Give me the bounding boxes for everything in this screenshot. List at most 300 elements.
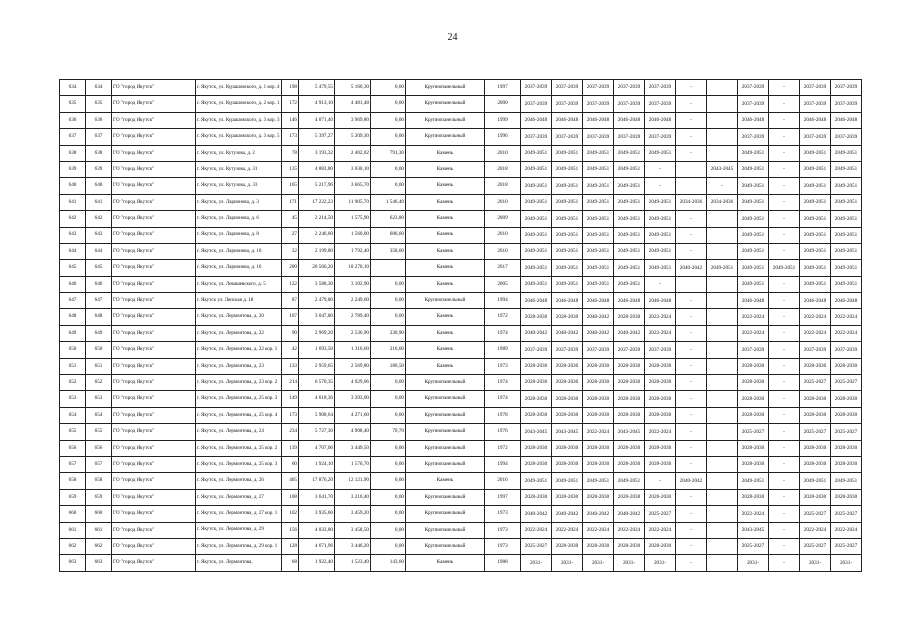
apartments-cell: 149 bbox=[282, 391, 299, 407]
repair-period-cell-y5: 2049-2051 bbox=[645, 260, 676, 276]
repair-period-cell-y1: 2049-2051 bbox=[521, 211, 552, 227]
table-row bbox=[60, 407, 862, 423]
repair-period-cell-y10: 2028-2030 bbox=[800, 391, 831, 407]
repair-period-cell-y9: - bbox=[769, 211, 800, 227]
repair-period-cell-y6: - bbox=[676, 227, 707, 243]
apartments-cell: 171 bbox=[282, 194, 299, 210]
wall-material-cell: Крупнопанельный bbox=[406, 375, 485, 391]
table-row bbox=[60, 375, 862, 391]
table-row bbox=[60, 96, 862, 112]
repair-period-cell-y5: 2022-2024 bbox=[645, 309, 676, 325]
repair-period-cell-y4: 2028-2030 bbox=[614, 375, 645, 391]
repair-period-cell-y9: - bbox=[769, 178, 800, 194]
municipality-cell: ГО "город Якутск" bbox=[112, 424, 196, 440]
table-row bbox=[60, 243, 862, 259]
repair-period-cell-y4: 2049-2051 bbox=[614, 276, 645, 292]
nonliving-area-cell: 0,00 bbox=[371, 80, 406, 96]
table-row bbox=[60, 424, 862, 440]
repair-period-cell-y2: 2022-2024 bbox=[552, 522, 583, 538]
repair-period-cell-y7 bbox=[707, 440, 738, 456]
nonliving-area-cell: 0,00 bbox=[371, 407, 406, 423]
wall-material-cell: Крупнопанельный bbox=[406, 440, 485, 456]
nonliving-area-cell: 0,00 bbox=[371, 473, 406, 489]
wall-material-cell: Камень bbox=[406, 358, 485, 374]
repair-period-cell-y3: 2049-2051 bbox=[583, 227, 614, 243]
wall-material-cell: Крупнопанельный bbox=[406, 96, 485, 112]
repair-period-cell-y3: 2028-2030 bbox=[583, 407, 614, 423]
address-cell: г. Якутск, ул. Лермонтова, bbox=[196, 555, 282, 571]
row-index-cell: 647 bbox=[86, 293, 112, 309]
build-year-cell: 1973 bbox=[485, 522, 521, 538]
total-area-cell: 4 033,80 bbox=[299, 522, 335, 538]
build-year-cell: 2009 bbox=[485, 211, 521, 227]
row-number-cell: 639 bbox=[60, 161, 86, 177]
living-area-cell: 3 458,50 bbox=[335, 522, 371, 538]
build-year-cell: 1974 bbox=[485, 325, 521, 341]
table-row bbox=[60, 325, 862, 341]
municipality-cell: ГО "город Якутск" bbox=[112, 555, 196, 571]
address-cell: г. Якутск, ул. Лермонтова, д. 22 кор. 1 bbox=[196, 342, 282, 358]
total-area-cell: 4 707,06 bbox=[299, 440, 335, 456]
repair-period-cell-y10: 2028-2030 bbox=[800, 489, 831, 505]
repair-period-cell-y1: 2028-2030 bbox=[521, 391, 552, 407]
repair-period-cell-y3: 2022-2024 bbox=[583, 424, 614, 440]
repair-period-cell-y7 bbox=[707, 342, 738, 358]
repair-period-cell-y8: 2049-2051 bbox=[738, 260, 769, 276]
municipality-cell: ГО "город Якутск" bbox=[112, 178, 196, 194]
wall-material-cell: Камень bbox=[406, 194, 485, 210]
build-year-cell: 2000 bbox=[485, 96, 521, 112]
repair-period-cell-y2: 2037-2039 bbox=[552, 342, 583, 358]
apartments-cell: 107 bbox=[282, 309, 299, 325]
address-cell: г. Якутск, ул. Лермонтова, д. 29 кор. 1 bbox=[196, 538, 282, 554]
repair-period-cell-y7 bbox=[707, 538, 738, 554]
municipality-cell: ГО "город Якутск" bbox=[112, 243, 196, 259]
living-area-cell: 12 121,90 bbox=[335, 473, 371, 489]
repair-period-cell-y6: - bbox=[676, 391, 707, 407]
repair-period-cell-y8: 2022-2024 bbox=[738, 506, 769, 522]
repair-period-cell-y2: 2049-2051 bbox=[552, 161, 583, 177]
apartments-cell: 173 bbox=[282, 407, 299, 423]
municipality-cell: ГО "город Якутск" bbox=[112, 80, 196, 96]
repair-period-cell-y6: - bbox=[676, 506, 707, 522]
table-row bbox=[60, 276, 862, 292]
repair-period-cell-y2: 2028-2030 bbox=[552, 309, 583, 325]
row-index-cell: 657 bbox=[86, 456, 112, 472]
address-cell: г. Якутск, ул. Кутузова, д. 31 bbox=[196, 161, 282, 177]
repair-period-cell-y7 bbox=[707, 522, 738, 538]
repair-period-cell-y3: 2049-2051 bbox=[583, 145, 614, 161]
address-cell: г. Якутск, ул. Курашовского, д. 1 кор. 4 bbox=[196, 80, 282, 96]
row-index-cell: 654 bbox=[86, 407, 112, 423]
repair-period-cell-y3: 2028-2030 bbox=[583, 440, 614, 456]
row-number-cell: 658 bbox=[60, 473, 86, 489]
repair-period-cell-y5: - bbox=[645, 161, 676, 177]
repair-period-cell-y10: 2049-2051 bbox=[800, 145, 831, 161]
row-number-cell: 661 bbox=[60, 522, 86, 538]
repair-period-cell-y4: 2028-2030 bbox=[614, 440, 645, 456]
nonliving-area-cell: 70,70 bbox=[371, 424, 406, 440]
repair-period-cell-y10: 2049-2051 bbox=[800, 260, 831, 276]
wall-material-cell: Крупнопанельный bbox=[406, 391, 485, 407]
build-year-cell: 2018 bbox=[485, 161, 521, 177]
municipality-cell: ГО "город Якутск" bbox=[112, 129, 196, 145]
address-cell: г. Якутск, ул. Лермонтова, д. 20 bbox=[196, 309, 282, 325]
repair-period-cell-y7 bbox=[707, 243, 738, 259]
nonliving-area-cell: 0,00 bbox=[371, 129, 406, 145]
repair-period-cell-y2: 2028-2030 bbox=[552, 407, 583, 423]
municipality-cell: ГО "город Якутск" bbox=[112, 456, 196, 472]
municipality-cell: ГО "город Якутск" bbox=[112, 342, 196, 358]
repair-period-cell-y7 bbox=[707, 391, 738, 407]
living-area-cell: 1 523,40 bbox=[335, 555, 371, 571]
living-area-cell: 3 459,20 bbox=[335, 506, 371, 522]
build-year-cell: 1974 bbox=[485, 391, 521, 407]
municipality-cell: ГО "город Якутск" bbox=[112, 227, 196, 243]
municipality-cell: ГО "город Якутск" bbox=[112, 489, 196, 505]
repair-period-cell-y9: - bbox=[769, 161, 800, 177]
row-index-cell: 635 bbox=[86, 96, 112, 112]
address-cell: г. Якутск, ул. Кутузова, д. 2 bbox=[196, 145, 282, 161]
repair-period-cell-y3: 2049-2051 bbox=[583, 161, 614, 177]
row-number-cell: 648 bbox=[60, 309, 86, 325]
build-year-cell: 2005 bbox=[485, 276, 521, 292]
total-area-cell: 17 876,20 bbox=[299, 473, 335, 489]
total-area-cell: 2 214,50 bbox=[299, 211, 335, 227]
repair-period-cell-y9: - bbox=[769, 276, 800, 292]
address-cell: г. Якутск, ул. Ларионова, д. 10 bbox=[196, 243, 282, 259]
repair-period-cell-y10: 2049-2051 bbox=[800, 178, 831, 194]
wall-material-cell: Камень bbox=[406, 227, 485, 243]
table-row bbox=[60, 456, 862, 472]
repair-period-cell-y9: - bbox=[769, 375, 800, 391]
repair-period-cell-y2: 2040-2042 bbox=[552, 506, 583, 522]
repair-period-cell-y1: 2046-2048 bbox=[521, 293, 552, 309]
repair-period-cell-y4: 2049-2051 bbox=[614, 243, 645, 259]
address-cell: г. Якутск ул. Ленская д. 18 bbox=[196, 293, 282, 309]
repair-period-cell-y5: 2028-2030 bbox=[645, 456, 676, 472]
row-index-cell: 659 bbox=[86, 489, 112, 505]
living-area-cell: 4 929,06 bbox=[335, 375, 371, 391]
repair-period-cell-y7 bbox=[707, 489, 738, 505]
repair-period-cell-y3: 2028-2030 bbox=[583, 375, 614, 391]
repair-period-cell-y9: - bbox=[769, 342, 800, 358]
repair-period-cell-y4: 2049-2051 bbox=[614, 194, 645, 210]
repair-period-cell-y7: - bbox=[707, 178, 738, 194]
repair-period-cell-y1: 2049-2051 bbox=[521, 161, 552, 177]
apartments-cell: 27 bbox=[282, 227, 299, 243]
municipality-cell: ГО "город Якутск" bbox=[112, 391, 196, 407]
repair-period-cell-y9: - bbox=[769, 456, 800, 472]
repair-period-cell-y1: 2037-2039 bbox=[521, 129, 552, 145]
repair-period-cell-y3: 2040-2042 bbox=[583, 309, 614, 325]
repair-period-cell-y5: - bbox=[645, 473, 676, 489]
municipality-cell: ГО "город Якутск" bbox=[112, 260, 196, 276]
row-index-cell: 662 bbox=[86, 538, 112, 554]
table-row bbox=[60, 178, 862, 194]
repair-period-cell-y9: - bbox=[769, 489, 800, 505]
total-area-cell: 4 071,40 bbox=[299, 112, 335, 128]
repair-period-cell-y6 bbox=[676, 178, 707, 194]
build-year-cell: 1973 bbox=[485, 538, 521, 554]
repair-period-cell-y11: 2025-2027 bbox=[831, 375, 862, 391]
municipality-cell: ГО "город Якутск" bbox=[112, 194, 196, 210]
repair-period-cell-y2: 2031- bbox=[552, 555, 583, 571]
table-row bbox=[60, 555, 862, 571]
repair-period-cell-y1: 2028-2030 bbox=[521, 358, 552, 374]
build-year-cell: 2010 bbox=[485, 243, 521, 259]
row-number-cell: 642 bbox=[60, 211, 86, 227]
municipality-cell: ГО "город Якутск" bbox=[112, 506, 196, 522]
repair-period-cell-y10: 2028-2030 bbox=[800, 407, 831, 423]
repair-period-cell-y7 bbox=[707, 424, 738, 440]
build-year-cell: 1972 bbox=[485, 440, 521, 456]
apartments-cell: 165 bbox=[282, 178, 299, 194]
repair-period-cell-y6: - bbox=[676, 80, 707, 96]
address-cell: г. Якутск, ул. Лермонтова, д. 25 кор. 4 bbox=[196, 407, 282, 423]
repair-period-cell-y8: 2049-2051 bbox=[738, 243, 769, 259]
repair-period-cell-y5: 2049-2051 bbox=[645, 227, 676, 243]
repair-period-cell-y2: 2040-2042 bbox=[552, 325, 583, 341]
repair-period-cell-y6: - bbox=[676, 112, 707, 128]
repair-period-cell-y6: - bbox=[676, 358, 707, 374]
total-area-cell: 2 959,65 bbox=[299, 358, 335, 374]
apartments-cell: 135 bbox=[282, 161, 299, 177]
repair-period-cell-y1: 2028-2030 bbox=[521, 375, 552, 391]
repair-period-cell-y4: 2046-2048 bbox=[614, 112, 645, 128]
repair-period-cell-y11: 2049-2051 bbox=[831, 211, 862, 227]
nonliving-area-cell: 0,00 bbox=[371, 276, 406, 292]
repair-period-cell-y9: - bbox=[769, 391, 800, 407]
repair-period-cell-y1: 2049-2051 bbox=[521, 243, 552, 259]
repair-period-cell-y6: - bbox=[676, 293, 707, 309]
repair-period-cell-y3: 2040-2042 bbox=[583, 325, 614, 341]
repair-period-cell-y8: 2025-2027 bbox=[738, 538, 769, 554]
repair-period-cell-y3: 2037-2039 bbox=[583, 96, 614, 112]
table-row bbox=[60, 260, 862, 276]
wall-material-cell: Камень bbox=[406, 473, 485, 489]
total-area-cell: 4 913,10 bbox=[299, 96, 335, 112]
address-cell: г. Якутск, ул. Лермонтова, д. 25 кор. 3 bbox=[196, 391, 282, 407]
nonliving-area-cell: 358,60 bbox=[371, 243, 406, 259]
repair-period-cell-y8: 2022-2024 bbox=[738, 325, 769, 341]
repair-period-cell-y7 bbox=[707, 456, 738, 472]
repair-period-cell-y4: 2049-2051 bbox=[614, 178, 645, 194]
wall-material-cell: Крупнопанельный bbox=[406, 522, 485, 538]
repair-period-cell-y3: 2028-2030 bbox=[583, 538, 614, 554]
repair-period-cell-y4: 2028-2030 bbox=[614, 489, 645, 505]
living-area-cell: 5 209,30 bbox=[335, 129, 371, 145]
repair-period-cell-y2: 2037-2039 bbox=[552, 80, 583, 96]
repair-period-cell-y3: 2031- bbox=[583, 555, 614, 571]
nonliving-area-cell: 623,80 bbox=[371, 211, 406, 227]
living-area-cell: 3 216,40 bbox=[335, 489, 371, 505]
repair-period-cell-y9: - bbox=[769, 194, 800, 210]
repair-period-cell-y2: 2046-2048 bbox=[552, 293, 583, 309]
municipality-cell: ГО "город Якутск" bbox=[112, 161, 196, 177]
municipality-cell: ГО "город Якутск" bbox=[112, 276, 196, 292]
total-area-cell: 4 671,96 bbox=[299, 538, 335, 554]
repair-period-cell-y5: 2028-2030 bbox=[645, 358, 676, 374]
nonliving-area-cell: 1 546,40 bbox=[371, 194, 406, 210]
row-number-cell: 640 bbox=[60, 178, 86, 194]
repair-period-cell-y8: 2028-2030 bbox=[738, 358, 769, 374]
repair-period-cell-y5: 2049-2051 bbox=[645, 243, 676, 259]
build-year-cell: 2010 bbox=[485, 194, 521, 210]
living-area-cell: 2 569,80 bbox=[335, 358, 371, 374]
repair-period-cell-y11: 2025-2027 bbox=[831, 424, 862, 440]
repair-period-cell-y4: 2028-2030 bbox=[614, 309, 645, 325]
address-cell: г. Якутск, ул. Курашовского, д. 3 кор. 3 bbox=[196, 112, 282, 128]
table-row bbox=[60, 161, 862, 177]
repair-period-cell-y6: - bbox=[676, 489, 707, 505]
repair-period-cell-y6: 2040-2042 bbox=[676, 473, 707, 489]
repair-period-cell-y5: 2022-2024 bbox=[645, 325, 676, 341]
repair-period-cell-y1: 2043-2045 bbox=[521, 424, 552, 440]
municipality-cell: ГО "город Якутск" bbox=[112, 96, 196, 112]
wall-material-cell: Камень bbox=[406, 555, 485, 571]
row-number-cell: 635 bbox=[60, 96, 86, 112]
repair-period-cell-y2: 2046-2048 bbox=[552, 112, 583, 128]
repair-period-cell-y8: 2049-2051 bbox=[738, 473, 769, 489]
address-cell: г. Якутск, ул. Кутузова, д. 33 bbox=[196, 178, 282, 194]
repair-period-cell-y8: 2037-2039 bbox=[738, 342, 769, 358]
living-area-cell: 4 481,48 bbox=[335, 96, 371, 112]
nonliving-area-cell: 0,00 bbox=[371, 178, 406, 194]
build-year-cell: 2018 bbox=[485, 178, 521, 194]
repair-period-cell-y3: 2049-2051 bbox=[583, 260, 614, 276]
repair-period-cell-y1: 2049-2051 bbox=[521, 473, 552, 489]
repair-period-cell-y10: 2049-2051 bbox=[800, 243, 831, 259]
repair-period-cell-y5: 2028-2030 bbox=[645, 538, 676, 554]
repair-period-cell-y10: 2025-2027 bbox=[800, 506, 831, 522]
repair-period-cell-y1: 2037-2039 bbox=[521, 342, 552, 358]
municipality-cell: ГО "город Якутск" bbox=[112, 211, 196, 227]
repair-period-cell-y4: 2037-2039 bbox=[614, 80, 645, 96]
repair-period-cell-y9: - bbox=[769, 293, 800, 309]
apartments-cell: 60 bbox=[282, 456, 299, 472]
repair-period-cell-y11: 2049-2051 bbox=[831, 145, 862, 161]
repair-period-cell-y4: 2040-2042 bbox=[614, 506, 645, 522]
nonliving-area-cell: 791,30 bbox=[371, 145, 406, 161]
repair-period-cell-y1: 2028-2030 bbox=[521, 407, 552, 423]
repair-period-cell-y5: 2028-2030 bbox=[645, 391, 676, 407]
repair-period-cell-y8: 2046-2048 bbox=[738, 293, 769, 309]
repair-period-cell-y10: 2028-2030 bbox=[800, 456, 831, 472]
wall-material-cell: Камень bbox=[406, 260, 485, 276]
living-area-cell: 2 789,40 bbox=[335, 309, 371, 325]
repair-period-cell-y3: 2049-2051 bbox=[583, 243, 614, 259]
repair-period-cell-y9: - bbox=[769, 424, 800, 440]
repair-period-cell-y9: - bbox=[769, 325, 800, 341]
apartments-cell: 42 bbox=[282, 342, 299, 358]
repair-period-cell-y8: 2049-2051 bbox=[738, 276, 769, 292]
repair-period-cell-y7 bbox=[707, 112, 738, 128]
repair-period-cell-y9: - bbox=[769, 227, 800, 243]
living-area-cell: 11 905,70 bbox=[335, 194, 371, 210]
repair-period-cell-y1: 2049-2051 bbox=[521, 260, 552, 276]
repair-period-cell-y10: 2025-2027 bbox=[800, 375, 831, 391]
repair-period-cell-y9: - bbox=[769, 358, 800, 374]
row-number-cell: 651 bbox=[60, 358, 86, 374]
living-area-cell: 18 270,10 bbox=[335, 260, 371, 276]
repair-period-cell-y1: 2046-2048 bbox=[521, 112, 552, 128]
repair-period-cell-y10: 2022-2024 bbox=[800, 309, 831, 325]
repair-period-cell-y4: 2022-2024 bbox=[614, 522, 645, 538]
table-row bbox=[60, 194, 862, 210]
build-year-cell: 1978 bbox=[485, 407, 521, 423]
table-row bbox=[60, 145, 862, 161]
repair-period-cell-y6: - bbox=[676, 375, 707, 391]
apartments-cell: 172 bbox=[282, 96, 299, 112]
repair-period-cell-y11: 2046-2048 bbox=[831, 112, 862, 128]
row-index-cell: 651 bbox=[86, 358, 112, 374]
row-index-cell: 650 bbox=[86, 342, 112, 358]
repair-period-cell-y6: 2034-2036 bbox=[676, 194, 707, 210]
repair-period-cell-y2: 2049-2051 bbox=[552, 227, 583, 243]
repair-period-cell-y2: 2037-2039 bbox=[552, 96, 583, 112]
repair-period-cell-y4: 2049-2051 bbox=[614, 161, 645, 177]
living-area-cell: 1 570,70 bbox=[335, 456, 371, 472]
municipality-cell: ГО "город Якутск" bbox=[112, 538, 196, 554]
apartments-cell: 32 bbox=[282, 243, 299, 259]
row-index-cell: 661 bbox=[86, 522, 112, 538]
address-cell: г. Якутск, ул. Лермонтова, д. 27 кор. 1 bbox=[196, 506, 282, 522]
repair-period-cell-y10: 2037-2039 bbox=[800, 80, 831, 96]
repair-period-cell-y10: 2049-2051 bbox=[800, 161, 831, 177]
address-cell: г. Якутск, ул. Левашевского, д. 5 bbox=[196, 276, 282, 292]
repair-period-cell-y7 bbox=[707, 129, 738, 145]
row-index-cell: 640 bbox=[86, 178, 112, 194]
address-cell: г. Якутск, ул. Лермонтова, д. 23 bbox=[196, 358, 282, 374]
build-year-cell: 1997 bbox=[485, 489, 521, 505]
row-index-cell: 645 bbox=[86, 260, 112, 276]
repair-period-cell-y11: 2049-2051 bbox=[831, 161, 862, 177]
build-year-cell: 1996 bbox=[485, 129, 521, 145]
row-index-cell: 634 bbox=[86, 80, 112, 96]
repair-period-cell-y7 bbox=[707, 293, 738, 309]
nonliving-area-cell: 0,00 bbox=[371, 391, 406, 407]
living-area-cell: 1 560,00 bbox=[335, 227, 371, 243]
nonliving-area-cell: 0,00 bbox=[371, 161, 406, 177]
repair-period-cell-y1: 2025-2027 bbox=[521, 538, 552, 554]
repair-period-cell-y11: 2037-2039 bbox=[831, 129, 862, 145]
total-area-cell: 5 908,64 bbox=[299, 407, 335, 423]
row-number-cell: 660 bbox=[60, 506, 86, 522]
repair-period-cell-y8: 2049-2051 bbox=[738, 145, 769, 161]
repair-period-cell-y7 bbox=[707, 555, 738, 571]
living-area-cell: 2 249,60 bbox=[335, 293, 371, 309]
row-index-cell: 653 bbox=[86, 391, 112, 407]
repair-period-cell-y7 bbox=[707, 473, 738, 489]
repair-period-cell-y7 bbox=[707, 407, 738, 423]
address-cell: г. Якутск, ул. Лермонтова, д. 27 bbox=[196, 489, 282, 505]
repair-period-cell-y9: - bbox=[769, 80, 800, 96]
living-area-cell: 1 575,90 bbox=[335, 211, 371, 227]
repair-period-cell-y11: 2028-2030 bbox=[831, 391, 862, 407]
repair-period-cell-y6: - bbox=[676, 309, 707, 325]
repair-period-cell-y11: 2049-2051 bbox=[831, 178, 862, 194]
repair-period-cell-y6: - bbox=[676, 129, 707, 145]
nonliving-area-cell: 0,00 bbox=[371, 293, 406, 309]
wall-material-cell: Крупнопанельный bbox=[406, 506, 485, 522]
repair-period-cell-y11: 2028-2030 bbox=[831, 358, 862, 374]
table-row bbox=[60, 440, 862, 456]
total-area-cell: 3 641,70 bbox=[299, 489, 335, 505]
repair-period-cell-y4: 2049-2051 bbox=[614, 211, 645, 227]
row-number-cell: 649 bbox=[60, 325, 86, 341]
wall-material-cell: Крупнопанельный bbox=[406, 80, 485, 96]
